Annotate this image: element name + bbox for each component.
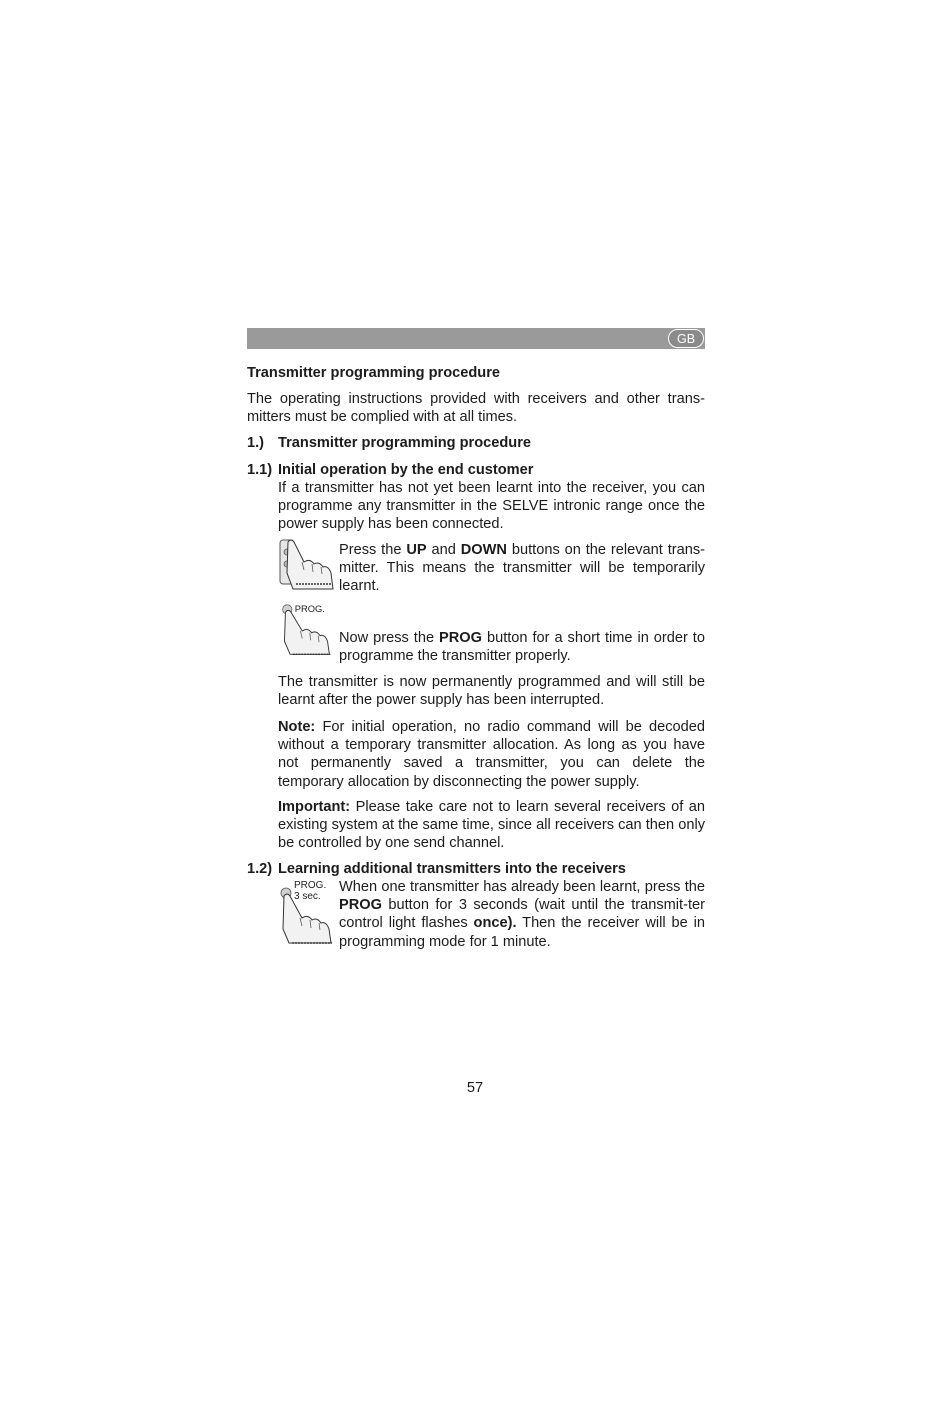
hand-press-up-down-icon (278, 536, 334, 594)
section-1-2-text: When one transmitter has already been learnt, press the PROG button for 3 seconds (wait until the transmit-ter control light flashes once). Then the receiver will be in programming mode for 1 minute. (339, 879, 705, 950)
section-1-1-title: Initial operation by the end customer (278, 462, 534, 478)
section-1-2-number: 1.2) (247, 861, 273, 877)
section-1-1-paragraph-2: The transmitter is now permanently programmed and will still be learnt after the power supply has been interrupted. (278, 674, 705, 709)
intro-paragraph: The operating instructions provided with receivers and other trans-mitters must be complied with at all times. (247, 391, 705, 426)
section-1-1-number: 1.1) (247, 462, 273, 478)
page-title: Transmitter programming procedure (247, 365, 501, 381)
language-badge: GB (668, 329, 704, 348)
section-1-number: 1.) (247, 435, 265, 451)
step-1-text: Press the UP and DOWN buttons on the relevant trans-mitter. This means the transmitter will be temporarily learnt. (339, 542, 706, 595)
note-paragraph: Note: For initial operation, no radio command will be decoded without a temporary transmitter allocation. As long as you have not permanently saved a transmitter, you can delete the temporary allocation by disconnecting the power supply. (278, 719, 705, 790)
section-1-2-title: Learning additional transmitters into the receivers (278, 861, 626, 877)
step-2-text: Now press the PROG button for a short time in order to programme the transmitter properly. (339, 630, 705, 665)
three-seconds-label: 3 sec. (294, 891, 321, 902)
important-paragraph: Important: Please take care not to learn several receivers of an existing system at the same time, since all receivers can then only be controlled by one send channel. (278, 799, 705, 852)
header-bar (247, 328, 705, 349)
section-1-1-paragraph: If a transmitter has not yet been learnt into the receiver, you can programme any transmitter in the SELVE intronic range once the power supply has been connected. (278, 480, 705, 533)
hand-press-prog-3sec-icon (278, 879, 334, 949)
prog-label: PROG. (294, 604, 325, 615)
prog-label: PROG. (294, 880, 327, 891)
section-1-title: Transmitter programming procedure (278, 435, 532, 451)
hand-press-prog-icon (278, 601, 334, 659)
page-number: 57 (466, 1080, 484, 1096)
